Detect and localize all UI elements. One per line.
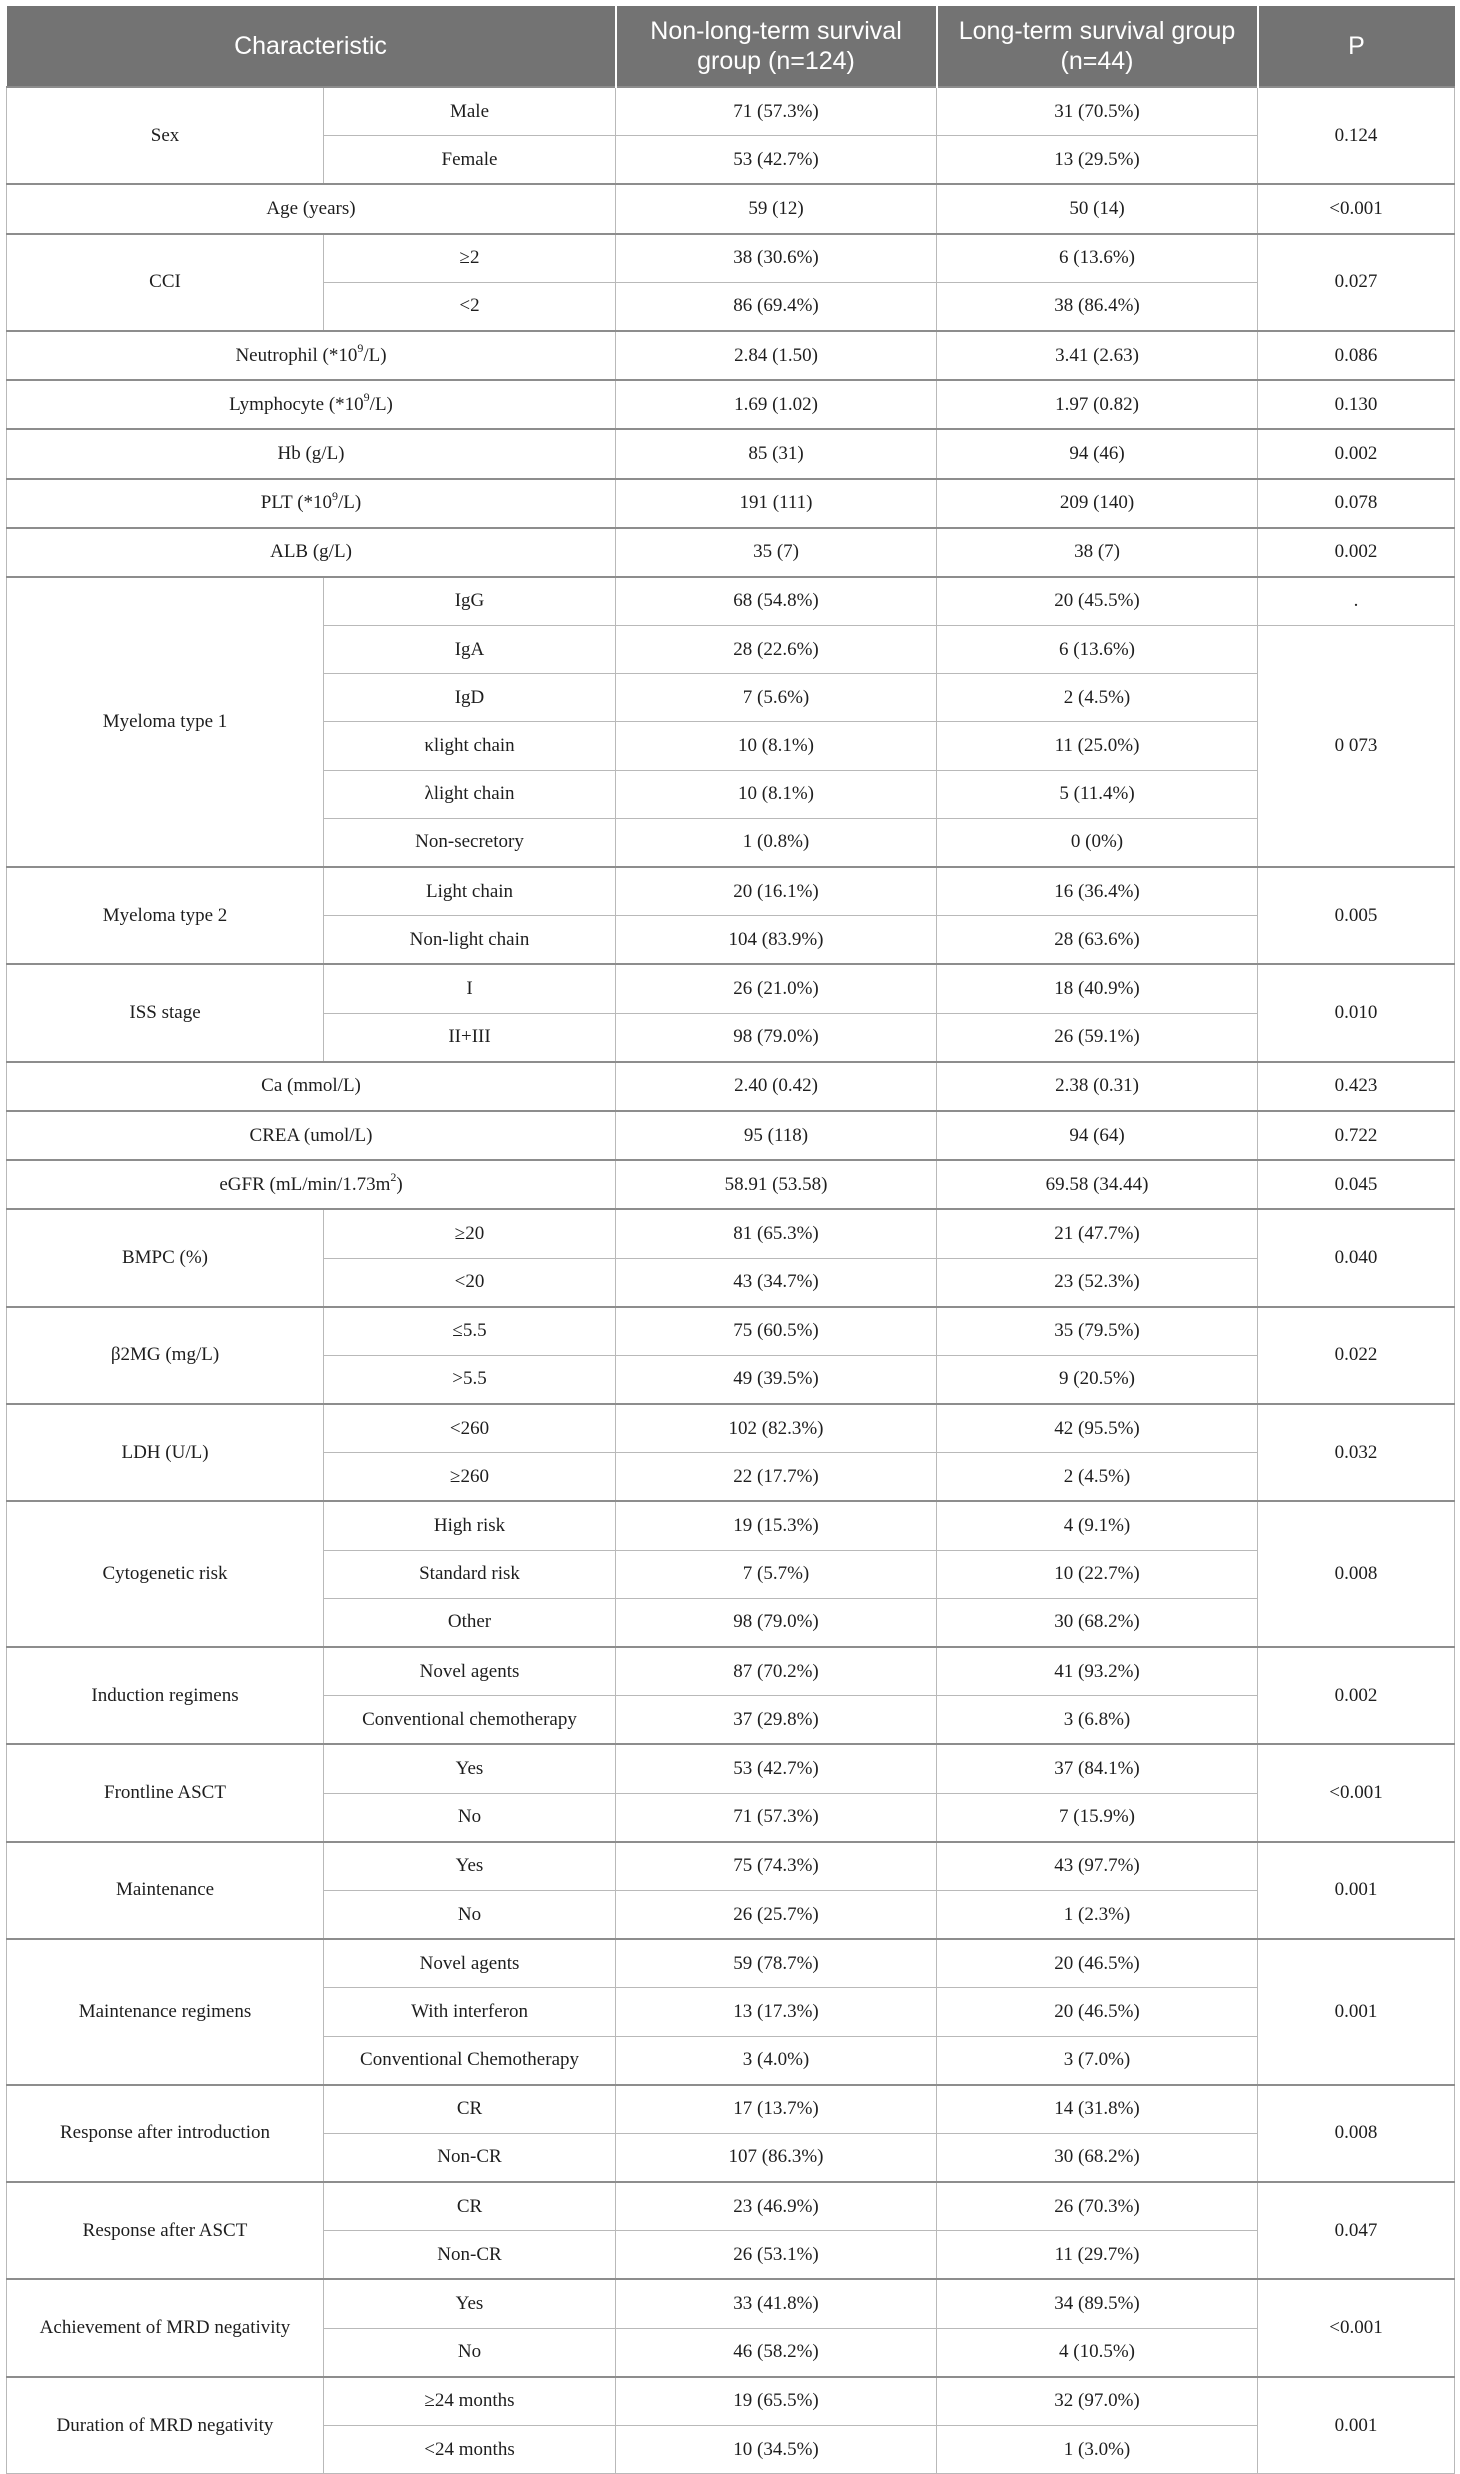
non-long-term-value: 2.40 (0.42) bbox=[616, 1062, 937, 1111]
characteristic-label: Frontline ASCT bbox=[104, 1782, 226, 1804]
long-term-value: 4 (9.1%) bbox=[937, 1501, 1258, 1550]
table-row bbox=[7, 528, 1455, 577]
characteristic-label: Cytogenetic risk bbox=[102, 1563, 228, 1585]
long-term-value: 31 (70.5%) bbox=[937, 87, 1258, 136]
row-level: <2 bbox=[324, 282, 616, 331]
unit-suffix: /L) bbox=[369, 393, 393, 415]
row-characteristic bbox=[7, 2377, 324, 2474]
table-row bbox=[7, 380, 1455, 429]
characteristic-label: Maintenance bbox=[115, 1879, 215, 1901]
row-level: <24 months bbox=[324, 2426, 616, 2474]
row-level: Female bbox=[324, 136, 616, 185]
characteristic-label: eGFR (mL/min/1.73m bbox=[219, 1173, 391, 1195]
non-long-term-value: 26 (53.1%) bbox=[616, 2231, 937, 2280]
p-value: <0.001 bbox=[1258, 2279, 1455, 2376]
row-level: κlight chain bbox=[324, 722, 616, 770]
non-long-term-value: 33 (41.8%) bbox=[616, 2279, 937, 2328]
table-row bbox=[7, 1939, 1455, 1988]
characteristic-label: Neutrophil (*10 bbox=[235, 344, 358, 366]
non-long-term-value: 59 (78.7%) bbox=[616, 1939, 937, 1988]
table-row bbox=[7, 1404, 1455, 1453]
long-term-value: 209 (140) bbox=[937, 479, 1258, 528]
characteristic-label: Duration of MRD negativity bbox=[56, 2414, 274, 2436]
p-value-note: . bbox=[1258, 577, 1455, 626]
characteristic-label: Achievement of MRD negativity bbox=[39, 2317, 291, 2339]
long-term-value: 13 (29.5%) bbox=[937, 136, 1258, 185]
non-long-term-value: 20 (16.1%) bbox=[616, 867, 937, 916]
header-long-term-group: Long-term survival group (n=44) bbox=[937, 6, 1258, 87]
row-level: Male bbox=[324, 87, 616, 136]
row-characteristic bbox=[7, 1111, 616, 1160]
row-characteristic bbox=[7, 577, 324, 867]
non-long-term-value: 53 (42.7%) bbox=[616, 136, 937, 185]
long-term-value: 26 (70.3%) bbox=[937, 2182, 1258, 2231]
long-term-value: 1 (2.3%) bbox=[937, 1890, 1258, 1939]
unit-suffix: /L) bbox=[338, 492, 362, 514]
long-term-value: 14 (31.8%) bbox=[937, 2085, 1258, 2134]
long-term-value: 11 (29.7%) bbox=[937, 2231, 1258, 2280]
table-row bbox=[7, 87, 1455, 136]
row-level: Standard risk bbox=[324, 1550, 616, 1598]
unit-superscript: 9 bbox=[332, 488, 339, 503]
row-level: CR bbox=[324, 2085, 616, 2134]
unit-superscript: 9 bbox=[363, 390, 370, 405]
row-characteristic bbox=[7, 479, 616, 528]
non-long-term-value: 98 (79.0%) bbox=[616, 1598, 937, 1647]
row-characteristic bbox=[7, 1939, 324, 2085]
characteristic-label: BMPC (%) bbox=[121, 1247, 209, 1268]
p-value: 0.002 bbox=[1258, 528, 1455, 577]
long-term-value: 6 (13.6%) bbox=[937, 626, 1258, 674]
table-row bbox=[7, 429, 1455, 478]
non-long-term-value: 75 (60.5%) bbox=[616, 1307, 937, 1356]
non-long-term-value: 10 (8.1%) bbox=[616, 722, 937, 770]
table-row bbox=[7, 1307, 1455, 1356]
non-long-term-value: 7 (5.6%) bbox=[616, 674, 937, 722]
non-long-term-value: 98 (79.0%) bbox=[616, 1013, 937, 1062]
row-characteristic bbox=[7, 2182, 324, 2279]
long-term-value: 11 (25.0%) bbox=[937, 722, 1258, 770]
table-header bbox=[7, 6, 1455, 87]
header-p-value: P bbox=[1258, 6, 1455, 87]
long-term-value: 16 (36.4%) bbox=[937, 867, 1258, 916]
table-row bbox=[7, 234, 1455, 283]
non-long-term-value: 81 (65.3%) bbox=[616, 1209, 937, 1258]
p-value: 0.022 bbox=[1258, 1307, 1455, 1404]
non-long-term-value: 2.84 (1.50) bbox=[616, 331, 937, 380]
non-long-term-value: 43 (34.7%) bbox=[616, 1258, 937, 1307]
row-level: With interferon bbox=[324, 1988, 616, 2036]
long-term-value: 3 (6.8%) bbox=[937, 1696, 1258, 1745]
p-value: 0.001 bbox=[1258, 1842, 1455, 1939]
characteristic-label: Age (years) bbox=[266, 197, 356, 219]
characteristic-label: ISS stage bbox=[129, 1002, 201, 1024]
p-value: 0.124 bbox=[1258, 87, 1455, 184]
row-level: >5.5 bbox=[324, 1355, 616, 1404]
row-level: Non-CR bbox=[324, 2133, 616, 2182]
row-characteristic bbox=[7, 380, 616, 429]
row-level: λlight chain bbox=[324, 770, 616, 818]
row-characteristic bbox=[7, 331, 616, 380]
non-long-term-value: 104 (83.9%) bbox=[616, 916, 937, 965]
long-term-value: 6 (13.6%) bbox=[937, 234, 1258, 283]
row-level: IgA bbox=[324, 626, 616, 674]
p-value: 0.008 bbox=[1258, 2085, 1455, 2182]
characteristic-label: Myeloma type 1 bbox=[102, 710, 228, 732]
non-long-term-value: 38 (30.6%) bbox=[616, 234, 937, 283]
long-term-value: 1.97 (0.82) bbox=[937, 380, 1258, 429]
characteristic-label: Myeloma type 2 bbox=[102, 904, 228, 926]
long-term-value: 94 (46) bbox=[937, 429, 1258, 478]
p-value: 0.130 bbox=[1258, 380, 1455, 429]
non-long-term-value: 35 (7) bbox=[616, 528, 937, 577]
non-long-term-value: 58.91 (53.58) bbox=[616, 1160, 937, 1209]
table-row bbox=[7, 331, 1455, 380]
row-characteristic bbox=[7, 1647, 324, 1744]
long-term-value: 23 (52.3%) bbox=[937, 1258, 1258, 1307]
table-row bbox=[7, 1209, 1455, 1258]
row-characteristic bbox=[7, 1842, 324, 1939]
row-characteristic bbox=[7, 1062, 616, 1111]
p-value: 0.047 bbox=[1258, 2182, 1455, 2279]
row-level: ≤5.5 bbox=[324, 1307, 616, 1356]
p-value: 0.086 bbox=[1258, 331, 1455, 380]
unit-suffix: ) bbox=[396, 1173, 403, 1195]
characteristic-label: Lymphocyte (*10 bbox=[229, 393, 364, 415]
table-row bbox=[7, 184, 1455, 233]
row-level: Yes bbox=[324, 1744, 616, 1793]
non-long-term-value: 26 (25.7%) bbox=[616, 1890, 937, 1939]
long-term-value: 3 (7.0%) bbox=[937, 2036, 1258, 2085]
row-level: IgG bbox=[324, 577, 616, 626]
long-term-value: 9 (20.5%) bbox=[937, 1355, 1258, 1404]
row-level: II+III bbox=[324, 1013, 616, 1062]
table-body bbox=[7, 87, 1455, 2474]
row-level: Non-light chain bbox=[324, 916, 616, 965]
long-term-value: 38 (7) bbox=[937, 528, 1258, 577]
unit-superscript: 2 bbox=[390, 1170, 397, 1185]
characteristic-label: ALB (g/L) bbox=[270, 541, 352, 563]
p-value: 0.722 bbox=[1258, 1111, 1455, 1160]
long-term-value: 20 (46.5%) bbox=[937, 1988, 1258, 2036]
long-term-value: 32 (97.0%) bbox=[937, 2377, 1258, 2426]
row-level: <20 bbox=[324, 1258, 616, 1307]
row-characteristic bbox=[7, 964, 324, 1061]
row-characteristic bbox=[7, 234, 324, 331]
long-term-value: 3.41 (2.63) bbox=[937, 331, 1258, 380]
row-characteristic bbox=[7, 429, 616, 478]
characteristic-label: Response after introduction bbox=[59, 2122, 270, 2144]
p-value: 0.010 bbox=[1258, 964, 1455, 1061]
non-long-term-value: 191 (111) bbox=[616, 479, 937, 528]
table-row bbox=[7, 1111, 1455, 1160]
row-characteristic bbox=[7, 2279, 324, 2376]
row-level: Yes bbox=[324, 2279, 616, 2328]
long-term-value: 2 (4.5%) bbox=[937, 674, 1258, 722]
characteristics-table bbox=[6, 6, 1455, 2474]
row-level: Non-CR bbox=[324, 2231, 616, 2280]
table-row bbox=[7, 479, 1455, 528]
non-long-term-value: 10 (8.1%) bbox=[616, 770, 937, 818]
p-value: 0.005 bbox=[1258, 867, 1455, 964]
non-long-term-value: 85 (31) bbox=[616, 429, 937, 478]
long-term-value: 7 (15.9%) bbox=[937, 1793, 1258, 1842]
row-level: Other bbox=[324, 1598, 616, 1647]
non-long-term-value: 7 (5.7%) bbox=[616, 1550, 937, 1598]
long-term-value: 26 (59.1%) bbox=[937, 1013, 1258, 1062]
characteristic-label: Maintenance regimens bbox=[78, 2000, 252, 2022]
row-level: No bbox=[324, 1793, 616, 1842]
non-long-term-value: 10 (34.5%) bbox=[616, 2426, 937, 2474]
header-non-long-term-group: Non-long-term survival group (n=124) bbox=[616, 6, 937, 87]
long-term-value: 30 (68.2%) bbox=[937, 1598, 1258, 1647]
row-characteristic bbox=[7, 1744, 324, 1841]
p-value: 0.002 bbox=[1258, 429, 1455, 478]
long-term-value: 4 (10.5%) bbox=[937, 2328, 1258, 2377]
long-term-value: 35 (79.5%) bbox=[937, 1307, 1258, 1356]
row-characteristic bbox=[7, 184, 616, 233]
characteristic-label: CREA (umol/L) bbox=[249, 1124, 373, 1146]
row-level: Conventional chemotherapy bbox=[324, 1696, 616, 1745]
row-level: <260 bbox=[324, 1404, 616, 1453]
non-long-term-value: 26 (21.0%) bbox=[616, 964, 937, 1013]
header-characteristic: Characteristic bbox=[7, 6, 616, 87]
p-value: 0.078 bbox=[1258, 479, 1455, 528]
row-level: CR bbox=[324, 2182, 616, 2231]
long-term-value: 5 (11.4%) bbox=[937, 770, 1258, 818]
long-term-value: 34 (89.5%) bbox=[937, 2279, 1258, 2328]
characteristic-label: CCI bbox=[149, 271, 181, 293]
characteristic-label: Hb (g/L) bbox=[277, 442, 345, 464]
p-value: 0.040 bbox=[1258, 1209, 1455, 1306]
non-long-term-value: 53 (42.7%) bbox=[616, 1744, 937, 1793]
non-long-term-value: 107 (86.3%) bbox=[616, 2133, 937, 2182]
long-term-value: 1 (3.0%) bbox=[937, 2426, 1258, 2474]
long-term-value: 2.38 (0.31) bbox=[937, 1062, 1258, 1111]
non-long-term-value: 22 (17.7%) bbox=[616, 1453, 937, 1502]
characteristic-label: Sex bbox=[150, 124, 180, 146]
table-row bbox=[7, 2279, 1455, 2328]
p-value: 0.001 bbox=[1258, 2377, 1455, 2474]
non-long-term-value: 19 (65.5%) bbox=[616, 2377, 937, 2426]
table-row bbox=[7, 1842, 1455, 1891]
non-long-term-value: 3 (4.0%) bbox=[616, 2036, 937, 2085]
characteristic-label: β2MG (mg/L) bbox=[110, 1344, 220, 1366]
table-row bbox=[7, 1647, 1455, 1696]
non-long-term-value: 19 (15.3%) bbox=[616, 1501, 937, 1550]
long-term-value: 94 (64) bbox=[937, 1111, 1258, 1160]
long-term-value: 38 (86.4%) bbox=[937, 282, 1258, 331]
long-term-value: 69.58 (34.44) bbox=[937, 1160, 1258, 1209]
non-long-term-value: 87 (70.2%) bbox=[616, 1647, 937, 1696]
table-row bbox=[7, 867, 1455, 916]
table-row bbox=[7, 2085, 1455, 2134]
long-term-value: 28 (63.6%) bbox=[937, 916, 1258, 965]
table-row bbox=[7, 577, 1455, 626]
long-term-value: 20 (45.5%) bbox=[937, 577, 1258, 626]
row-characteristic bbox=[7, 1501, 324, 1647]
table-row bbox=[7, 1501, 1455, 1550]
row-level: Yes bbox=[324, 1842, 616, 1891]
table-row bbox=[7, 964, 1455, 1013]
table-row bbox=[7, 2377, 1455, 2426]
non-long-term-value: 71 (57.3%) bbox=[616, 1793, 937, 1842]
long-term-value: 0 (0%) bbox=[937, 818, 1258, 867]
non-long-term-value: 28 (22.6%) bbox=[616, 626, 937, 674]
long-term-value: 50 (14) bbox=[937, 184, 1258, 233]
table-row bbox=[7, 1744, 1455, 1793]
p-value: 0.027 bbox=[1258, 234, 1455, 331]
p-value: 0.032 bbox=[1258, 1404, 1455, 1501]
row-level: Non-secretory bbox=[324, 818, 616, 867]
p-value: 0.001 bbox=[1258, 1939, 1455, 2085]
row-level: Novel agents bbox=[324, 1647, 616, 1696]
p-value: 0.008 bbox=[1258, 1501, 1455, 1647]
long-term-value: 18 (40.9%) bbox=[937, 964, 1258, 1013]
row-level: Light chain bbox=[324, 867, 616, 916]
long-term-value: 43 (97.7%) bbox=[937, 1842, 1258, 1891]
characteristic-label: LDH (U/L) bbox=[121, 1441, 209, 1463]
non-long-term-value: 68 (54.8%) bbox=[616, 577, 937, 626]
row-level: ≥2 bbox=[324, 234, 616, 283]
p-value: 0 073 bbox=[1258, 626, 1455, 867]
non-long-term-value: 59 (12) bbox=[616, 184, 937, 233]
p-value: 0.045 bbox=[1258, 1160, 1455, 1209]
row-characteristic bbox=[7, 867, 324, 964]
row-level: I bbox=[324, 964, 616, 1013]
row-level: IgD bbox=[324, 674, 616, 722]
row-level: No bbox=[324, 2328, 616, 2377]
non-long-term-value: 1 (0.8%) bbox=[616, 818, 937, 867]
header-row bbox=[7, 6, 1455, 87]
p-value: 0.002 bbox=[1258, 1647, 1455, 1744]
long-term-value: 2 (4.5%) bbox=[937, 1453, 1258, 1502]
row-characteristic bbox=[7, 1160, 616, 1209]
non-long-term-value: 86 (69.4%) bbox=[616, 282, 937, 331]
non-long-term-value: 102 (82.3%) bbox=[616, 1404, 937, 1453]
characteristic-label: PLT (*10 bbox=[260, 492, 333, 514]
non-long-term-value: 13 (17.3%) bbox=[616, 1988, 937, 2036]
row-characteristic bbox=[7, 2085, 324, 2182]
table-row bbox=[7, 1062, 1455, 1111]
p-value: <0.001 bbox=[1258, 184, 1455, 233]
p-value: <0.001 bbox=[1258, 1744, 1455, 1841]
row-level: High risk bbox=[324, 1501, 616, 1550]
non-long-term-value: 23 (46.9%) bbox=[616, 2182, 937, 2231]
long-term-value: 10 (22.7%) bbox=[937, 1550, 1258, 1598]
non-long-term-value: 49 (39.5%) bbox=[616, 1355, 937, 1404]
row-characteristic bbox=[7, 87, 324, 184]
characteristic-label: Response after ASCT bbox=[82, 2219, 248, 2241]
row-level: ≥260 bbox=[324, 1453, 616, 1502]
unit-superscript: 9 bbox=[357, 341, 364, 356]
row-level: Novel agents bbox=[324, 1939, 616, 1988]
long-term-value: 21 (47.7%) bbox=[937, 1209, 1258, 1258]
row-level: Conventional Chemotherapy bbox=[324, 2036, 616, 2085]
characteristic-label: Induction regimens bbox=[91, 1684, 239, 1706]
row-characteristic bbox=[7, 528, 616, 577]
long-term-value: 30 (68.2%) bbox=[937, 2133, 1258, 2182]
row-characteristic bbox=[7, 1307, 324, 1404]
non-long-term-value: 17 (13.7%) bbox=[616, 2085, 937, 2134]
long-term-value: 41 (93.2%) bbox=[937, 1647, 1258, 1696]
table-row bbox=[7, 1160, 1455, 1209]
row-level: ≥24 months bbox=[324, 2377, 616, 2426]
table-row bbox=[7, 2182, 1455, 2231]
row-characteristic bbox=[7, 1209, 324, 1306]
non-long-term-value: 37 (29.8%) bbox=[616, 1696, 937, 1745]
non-long-term-value: 95 (118) bbox=[616, 1111, 937, 1160]
non-long-term-value: 75 (74.3%) bbox=[616, 1842, 937, 1891]
long-term-value: 20 (46.5%) bbox=[937, 1939, 1258, 1988]
row-level: ≥20 bbox=[324, 1209, 616, 1258]
characteristic-label: Ca (mmol/L) bbox=[261, 1075, 361, 1097]
unit-suffix: /L) bbox=[363, 344, 387, 366]
non-long-term-value: 1.69 (1.02) bbox=[616, 380, 937, 429]
row-characteristic bbox=[7, 1404, 324, 1501]
p-value: 0.423 bbox=[1258, 1062, 1455, 1111]
non-long-term-value: 71 (57.3%) bbox=[616, 87, 937, 136]
non-long-term-value: 46 (58.2%) bbox=[616, 2328, 937, 2377]
row-level: No bbox=[324, 1890, 616, 1939]
long-term-value: 42 (95.5%) bbox=[937, 1404, 1258, 1453]
long-term-value: 37 (84.1%) bbox=[937, 1744, 1258, 1793]
